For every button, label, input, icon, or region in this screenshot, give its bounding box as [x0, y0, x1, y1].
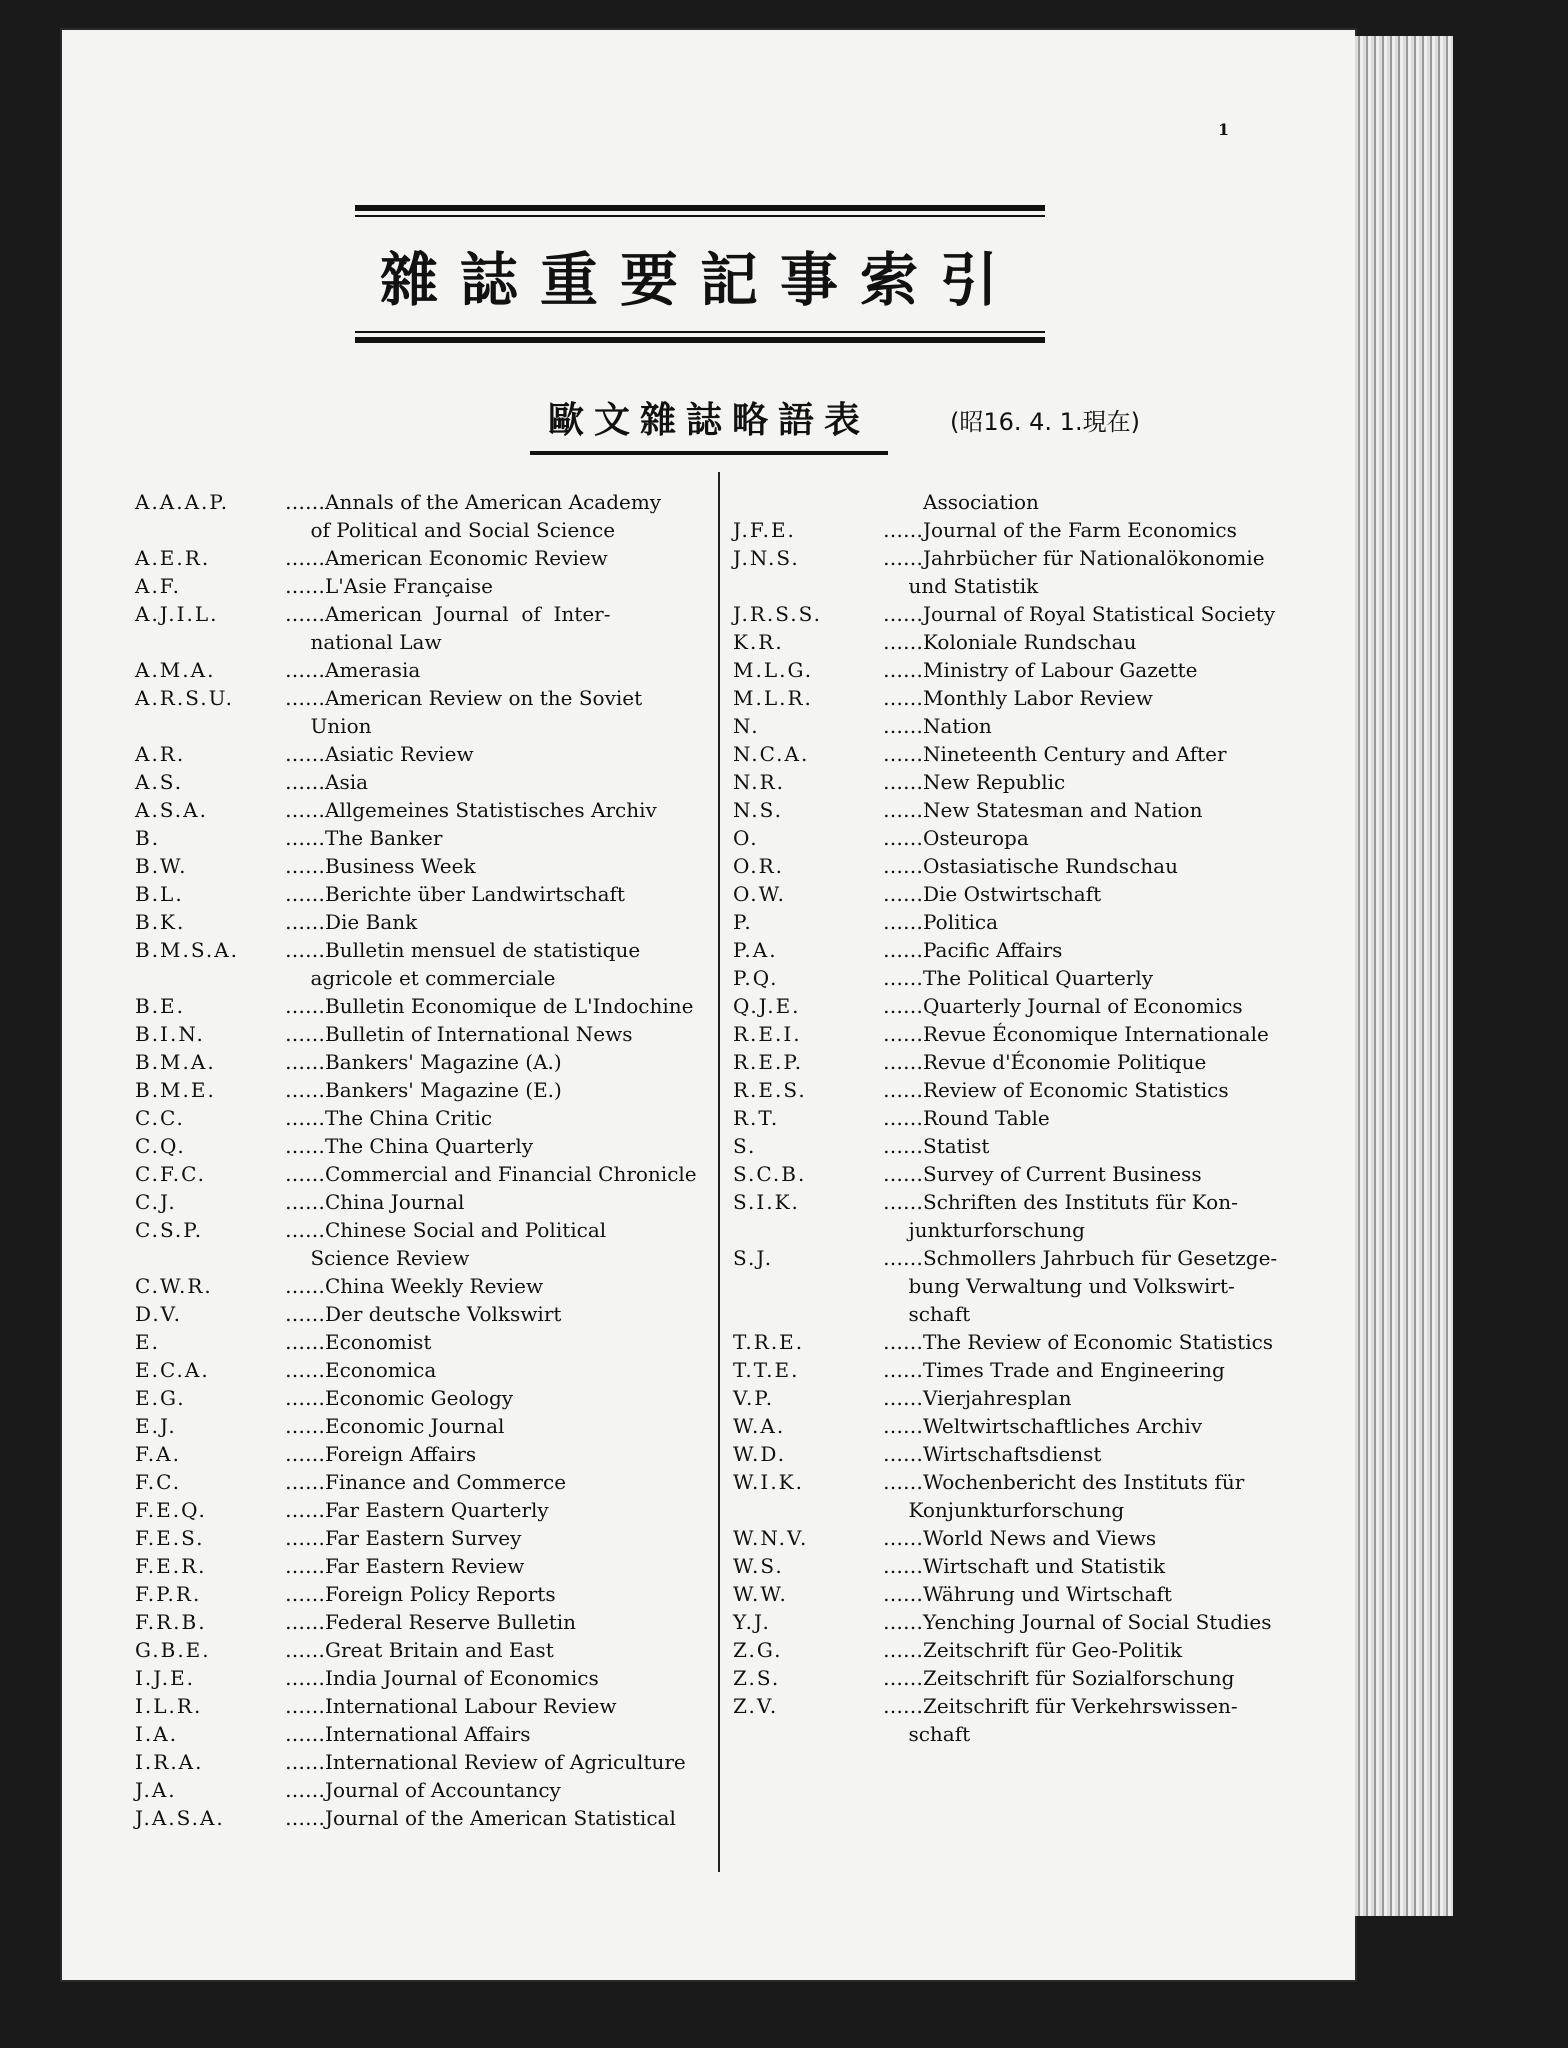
subtitle-row: [530, 392, 1230, 452]
entry-abbreviation: B.K.: [135, 910, 186, 934]
entry-journal-name: ……Osteuropa: [883, 826, 1029, 850]
index-entry: [135, 1216, 715, 1272]
index-entry: [733, 1664, 1313, 1692]
entry-abbreviation: C.S.P.: [135, 1218, 204, 1242]
entry-abbreviation: E.: [135, 1330, 160, 1354]
entry-abbreviation: E.G.: [135, 1386, 186, 1410]
index-entry: [135, 1384, 715, 1412]
entry-abbreviation: A.E.R.: [135, 546, 211, 570]
index-entry: [733, 1244, 1313, 1328]
index-entry: [135, 1356, 715, 1384]
entry-abbreviation: M.L.G.: [733, 658, 814, 682]
page-stack-edge: [1355, 36, 1453, 1916]
index-entry: [135, 572, 715, 600]
entry-journal-name: ……Monthly Labor Review: [883, 686, 1153, 710]
index-entry: [135, 488, 715, 544]
index-entry: [135, 936, 715, 992]
entry-journal-name: ……Economica: [285, 1358, 437, 1382]
entry-journal-name: ……Commercial and Financial Chronicle: [285, 1162, 697, 1186]
entry-journal-name: ……International Labour Review: [285, 1694, 617, 1718]
entry-abbreviation: W.N.V.: [733, 1526, 809, 1550]
entry-journal-name: ……Bulletin Economique de L'Indochine: [285, 994, 694, 1018]
entry-journal-name: ……American Economic Review: [285, 546, 608, 570]
entry-abbreviation: Y.J.: [733, 1610, 771, 1634]
entry-abbreviation: C.J.: [135, 1190, 177, 1214]
title-rule-top: [355, 205, 1045, 211]
index-entry: [135, 600, 715, 656]
entry-abbreviation: B.M.E.: [135, 1078, 216, 1102]
entry-abbreviation: P.Q.: [733, 966, 779, 990]
entry-abbreviation: B.L.: [135, 882, 184, 906]
entry-journal-name: ……Nineteenth Century and After: [883, 742, 1227, 766]
index-entry: [135, 992, 715, 1020]
index-entry: [135, 1300, 715, 1328]
entry-abbreviation: C.F.C.: [135, 1162, 207, 1186]
entry-abbreviation: I.J.E.: [135, 1666, 196, 1690]
title-rule-bottom-thin: [355, 331, 1045, 333]
entry-abbreviation: T.T.E.: [733, 1358, 800, 1382]
entry-abbreviation: Z.S.: [733, 1666, 781, 1690]
entry-abbreviation: A.R.S.U.: [135, 686, 234, 710]
entry-journal-name: ……Wirtschaftsdienst: [883, 1442, 1102, 1466]
continuation-line: Association: [923, 490, 1039, 514]
entry-journal-name: ……Finance and Commerce: [285, 1470, 567, 1494]
entry-journal-name: ……Die Bank: [285, 910, 418, 934]
index-entry: [733, 684, 1313, 712]
entry-abbreviation: J.N.S.: [733, 546, 800, 570]
entry-journal-name: ……Zeitschrift für Sozialforschung: [883, 1666, 1235, 1690]
entry-abbreviation: C.W.R.: [135, 1274, 213, 1298]
entry-abbreviation: J.R.S.S.: [733, 602, 822, 626]
entry-journal-name: ……Asia: [285, 770, 369, 794]
index-entry: [135, 1608, 715, 1636]
entry-journal-name: ……Great Britain and East: [285, 1638, 554, 1662]
entry-journal-name: ……Koloniale Rundschau: [883, 630, 1137, 654]
entry-abbreviation: F.P.R.: [135, 1582, 202, 1606]
index-entry: [135, 1524, 715, 1552]
index-entry: [733, 1440, 1313, 1468]
entry-abbreviation: B.M.S.A.: [135, 938, 240, 962]
entry-journal-name: ……The Political Quarterly: [883, 966, 1154, 990]
index-entry: [135, 1440, 715, 1468]
entry-abbreviation: B.W.: [135, 854, 188, 878]
entry-journal-name: ……The China Quarterly: [285, 1134, 534, 1158]
index-entry: [733, 1468, 1313, 1524]
entry-journal-name: ……American Review on the Soviet Union: [285, 686, 643, 738]
entry-journal-name: ……Berichte über Landwirtschaft: [285, 882, 625, 906]
entry-journal-name: ……World News and Views: [883, 1526, 1157, 1550]
entry-journal-name: ……Review of Economic Statistics: [883, 1078, 1229, 1102]
index-entry: [135, 1496, 715, 1524]
page-title: 雜誌重要記事索引: [379, 246, 1020, 314]
index-entry: [733, 992, 1313, 1020]
entry-journal-name: ……Nation: [883, 714, 992, 738]
index-entry: [135, 1076, 715, 1104]
index-entry: [135, 1804, 715, 1832]
entry-abbreviation: O.R.: [733, 854, 784, 878]
entry-journal-name: ……Journal of Royal Statistical Society: [883, 602, 1276, 626]
entry-journal-name: ……Die Ostwirtschaft: [883, 882, 1102, 906]
entry-abbreviation: O.W.: [733, 882, 786, 906]
entry-journal-name: ……Far Eastern Review: [285, 1554, 525, 1578]
index-entry: [135, 1636, 715, 1664]
entry-journal-name: ……Asiatic Review: [285, 742, 474, 766]
index-entry: [135, 1188, 715, 1216]
index-entry: [733, 964, 1313, 992]
entry-journal-name: ……Politica: [883, 910, 999, 934]
entry-journal-name: ……Revue d'Économie Politique: [883, 1050, 1207, 1074]
page-number: 1: [1218, 120, 1230, 139]
entry-journal-name: ……Allgemeines Statistisches Archiv: [285, 798, 657, 822]
entry-abbreviation: J.A.S.A.: [135, 1806, 225, 1830]
index-entry: [733, 1328, 1313, 1356]
entry-abbreviation: R.E.S.: [733, 1078, 807, 1102]
index-entry: [733, 936, 1313, 964]
entry-journal-name: ……Annals of the American Academy of Political and Social Science: [285, 490, 662, 542]
entry-journal-name: ……L'Asie Française: [285, 574, 493, 598]
index-entry: [733, 628, 1313, 656]
entry-abbreviation: E.C.A.: [135, 1358, 210, 1382]
entry-abbreviation: W.D.: [733, 1442, 787, 1466]
entry-journal-name: ……China Weekly Review: [285, 1274, 544, 1298]
entry-journal-name: ……Times Trade and Engineering: [883, 1358, 1225, 1382]
entry-abbreviation: Z.G.: [733, 1638, 783, 1662]
entry-journal-name: ……Chinese Social and Political Science Review: [285, 1218, 607, 1270]
entry-abbreviation: N.S.: [733, 798, 783, 822]
entry-abbreviation: I.A.: [135, 1722, 179, 1746]
entry-abbreviation: T.R.E.: [733, 1330, 805, 1354]
entry-abbreviation: W.A.: [733, 1414, 786, 1438]
entry-journal-name: ……Amerasia: [285, 658, 421, 682]
right-column: [733, 488, 1313, 1748]
index-entry: [135, 908, 715, 936]
entry-journal-name: ……The Review of Economic Statistics: [883, 1330, 1274, 1354]
entry-abbreviation: W.I.K.: [733, 1470, 804, 1494]
entry-journal-name: ……Zeitschrift für Geo-Politik: [883, 1638, 1183, 1662]
entry-journal-name: ……Weltwirtschaftliches Archiv: [883, 1414, 1203, 1438]
entry-abbreviation: Q.J.E.: [733, 994, 801, 1018]
entry-abbreviation: A.M.A.: [135, 658, 216, 682]
entry-abbreviation: I.L.R.: [135, 1694, 203, 1718]
index-entry: [135, 544, 715, 572]
subtitle-date: (昭16. 4. 1.現在): [950, 408, 1140, 436]
entry-journal-name: ……Foreign Policy Reports: [285, 1582, 556, 1606]
index-entry: [135, 1720, 715, 1748]
entry-abbreviation: N.R.: [733, 770, 785, 794]
index-entry: [135, 1132, 715, 1160]
entry-journal-name: ……Journal of the American Statistical: [285, 1806, 676, 1830]
entry-abbreviation: B.E.: [135, 994, 186, 1018]
entry-journal-name: ……Der deutsche Volkswirt: [285, 1302, 562, 1326]
index-entry: [733, 516, 1313, 544]
index-entry: [733, 1552, 1313, 1580]
index-entry: [733, 1356, 1313, 1384]
index-entry: [135, 740, 715, 768]
entry-journal-name: ……Ministry of Labour Gazette: [883, 658, 1198, 682]
entry-abbreviation: W.S.: [733, 1554, 784, 1578]
entry-journal-name: ……Economic Journal: [285, 1414, 505, 1438]
index-entry: [135, 1692, 715, 1720]
entry-journal-name: ……Foreign Affairs: [285, 1442, 477, 1466]
entry-abbreviation: F.R.B.: [135, 1610, 207, 1634]
entry-journal-name: ……Journal of the Farm Economics: [883, 518, 1237, 542]
index-entry: [135, 796, 715, 824]
entry-abbreviation: M.L.R.: [733, 686, 813, 710]
index-entry: [135, 1160, 715, 1188]
index-entry: [733, 1020, 1313, 1048]
entry-abbreviation: C.Q.: [135, 1134, 186, 1158]
entry-abbreviation: Z.V.: [733, 1694, 779, 1718]
entry-abbreviation: E.J.: [135, 1414, 177, 1438]
entry-abbreviation: A.J.I.L.: [135, 602, 219, 626]
index-entry: [135, 1272, 715, 1300]
entry-journal-name: ……Business Week: [285, 854, 476, 878]
index-entry: [135, 1552, 715, 1580]
entry-journal-name: ……Bulletin mensuel de statistique agricole et commerciale: [285, 938, 641, 990]
entry-abbreviation: D.V.: [135, 1302, 182, 1326]
entry-abbreviation: A.S.A.: [135, 798, 208, 822]
entry-abbreviation: F.E.S.: [135, 1526, 205, 1550]
index-entry: [733, 600, 1313, 628]
index-entry: [135, 1748, 715, 1776]
index-entry: [733, 1104, 1313, 1132]
entry-abbreviation: B.I.N.: [135, 1022, 205, 1046]
entry-journal-name: ……Statist: [883, 1134, 990, 1158]
entry-journal-name: ……Far Eastern Quarterly: [285, 1498, 549, 1522]
entry-journal-name: ……Schriften des Instituts für Kon- junkturforschung: [883, 1190, 1238, 1242]
entry-abbreviation: J.F.E.: [733, 518, 796, 542]
entry-abbreviation: G.B.E.: [135, 1638, 211, 1662]
index-entry: [733, 656, 1313, 684]
entry-journal-name: ……Survey of Current Business: [883, 1162, 1202, 1186]
entry-journal-name: ……International Affairs: [285, 1722, 531, 1746]
entry-journal-name: ……China Journal: [285, 1190, 465, 1214]
entry-abbreviation: F.E.Q.: [135, 1498, 207, 1522]
entry-abbreviation: F.C.: [135, 1470, 182, 1494]
index-entry: [733, 1412, 1313, 1440]
entry-abbreviation: P.A.: [733, 938, 778, 962]
entry-abbreviation: R.E.P.: [733, 1050, 804, 1074]
entry-journal-name: ……Wirtschaft und Statistik: [883, 1554, 1166, 1578]
entry-abbreviation: W.W.: [733, 1582, 788, 1606]
entry-abbreviation: A.R.: [135, 742, 186, 766]
index-entry: [733, 1524, 1313, 1552]
entry-abbreviation: O.: [733, 826, 759, 850]
index-entry: [733, 1636, 1313, 1664]
entry-journal-name: ……India Journal of Economics: [285, 1666, 599, 1690]
index-entry: [733, 768, 1313, 796]
entry-journal-name: ……Bankers' Magazine (E.): [285, 1078, 562, 1102]
entry-journal-name: ……Far Eastern Survey: [285, 1526, 522, 1550]
index-entry: [135, 1328, 715, 1356]
entry-journal-name: ……Bulletin of International News: [285, 1022, 633, 1046]
entry-abbreviation: R.E.I.: [733, 1022, 802, 1046]
entry-abbreviation: R.T.: [733, 1106, 780, 1130]
index-entry: [135, 880, 715, 908]
column-divider: [718, 472, 720, 1872]
entry-abbreviation: N.: [733, 714, 760, 738]
left-column: [135, 488, 715, 1832]
index-entry: [733, 796, 1313, 824]
entry-abbreviation: B.: [135, 826, 161, 850]
index-entry: [135, 1104, 715, 1132]
entry-journal-name: ……Ostasiatische Rundschau: [883, 854, 1178, 878]
entry-journal-name: ……Pacific Affairs: [883, 938, 1063, 962]
index-entry: [733, 1188, 1313, 1244]
entry-abbreviation: S.: [733, 1134, 757, 1158]
index-entry: [733, 1580, 1313, 1608]
index-entry: [733, 908, 1313, 936]
index-entry: [135, 1468, 715, 1496]
index-entry: [135, 1048, 715, 1076]
entry-journal-name: ……Federal Reserve Bulletin: [285, 1610, 577, 1634]
entry-abbreviation: F.A.: [135, 1442, 181, 1466]
index-entry: [733, 824, 1313, 852]
entry-journal-name: ……American Journal of Inter- national Law: [285, 602, 611, 654]
entry-journal-name: ……New Statesman and Nation: [883, 798, 1203, 822]
index-entry: [733, 1384, 1313, 1412]
index-entry: [733, 1132, 1313, 1160]
entry-journal-name: ……Revue Économique Internationale: [883, 1022, 1269, 1046]
entry-abbreviation: S.J.: [733, 1246, 774, 1270]
index-entry: [135, 768, 715, 796]
entry-journal-name: ……Economic Geology: [285, 1386, 514, 1410]
entry-journal-name: ……The China Critic: [285, 1106, 493, 1130]
index-entry: [733, 1692, 1313, 1748]
entry-journal-name: ……Vierjahresplan: [883, 1386, 1072, 1410]
entry-journal-name: ……Währung und Wirtschaft: [883, 1582, 1172, 1606]
entry-abbreviation: S.I.K.: [733, 1190, 800, 1214]
entry-abbreviation: S.C.B.: [733, 1162, 807, 1186]
index-entry: [135, 824, 715, 852]
index-entry: [135, 1664, 715, 1692]
entry-journal-name: ……Bankers' Magazine (A.): [285, 1050, 562, 1074]
title-block: [355, 205, 1045, 343]
subtitle: 歐文雜誌略語表: [530, 392, 888, 455]
index-entry: [733, 712, 1313, 740]
index-entry: [733, 880, 1313, 908]
entry-abbreviation: A.A.A.P.: [135, 490, 230, 514]
entry-journal-name: ……Quarterly Journal of Economics: [883, 994, 1243, 1018]
entry-abbreviation: P.: [733, 910, 753, 934]
entry-abbreviation: K.R.: [733, 630, 784, 654]
entry-abbreviation: N.C.A.: [733, 742, 810, 766]
entry-journal-name: ……Jahrbücher für Nationalökonomie und Statistik: [883, 546, 1265, 598]
index-entry: [733, 544, 1313, 600]
entry-abbreviation: C.C.: [135, 1106, 185, 1130]
entry-abbreviation: V.P.: [733, 1386, 775, 1410]
index-entry: [733, 740, 1313, 768]
index-entry: [733, 1160, 1313, 1188]
index-entry: [733, 852, 1313, 880]
entry-journal-name: ……Yenching Journal of Social Studies: [883, 1610, 1272, 1634]
entry-journal-name: ……New Republic: [883, 770, 1066, 794]
title-rule-bottom: [355, 337, 1045, 343]
index-entry: [135, 1776, 715, 1804]
entry-journal-name: ……Wochenbericht des Instituts für Konjunkturforschung: [883, 1470, 1245, 1522]
index-entry: [135, 656, 715, 684]
index-entry: [135, 684, 715, 740]
entry-abbreviation: I.R.A.: [135, 1750, 204, 1774]
entry-journal-name: ……Journal of Accountancy: [285, 1778, 561, 1802]
entry-abbreviation: A.F.: [135, 574, 181, 598]
entry-journal-name: ……Schmollers Jahrbuch für Gesetzge- bung Verwaltung und Volkswirt- schaft: [883, 1246, 1278, 1326]
index-entry: [135, 852, 715, 880]
entry-journal-name: ……International Review of Agriculture: [285, 1750, 686, 1774]
index-entry: [135, 1412, 715, 1440]
index-entry: [733, 1608, 1313, 1636]
entry-abbreviation: J.A.: [135, 1778, 177, 1802]
entry-journal-name: ……Economist: [285, 1330, 432, 1354]
entry-journal-name: ……Zeitschrift für Verkehrswissen- schaft: [883, 1694, 1238, 1746]
index-entry: [135, 1020, 715, 1048]
index-entry: [733, 1076, 1313, 1104]
entry-journal-name: ……Round Table: [883, 1106, 1050, 1130]
entry-abbreviation: F.E.R.: [135, 1554, 207, 1578]
entry-journal-name: ……The Banker: [285, 826, 443, 850]
entry-abbreviation: A.S.: [135, 770, 184, 794]
entry-abbreviation: B.M.A.: [135, 1050, 216, 1074]
index-entry: [135, 1580, 715, 1608]
index-entry: [733, 1048, 1313, 1076]
